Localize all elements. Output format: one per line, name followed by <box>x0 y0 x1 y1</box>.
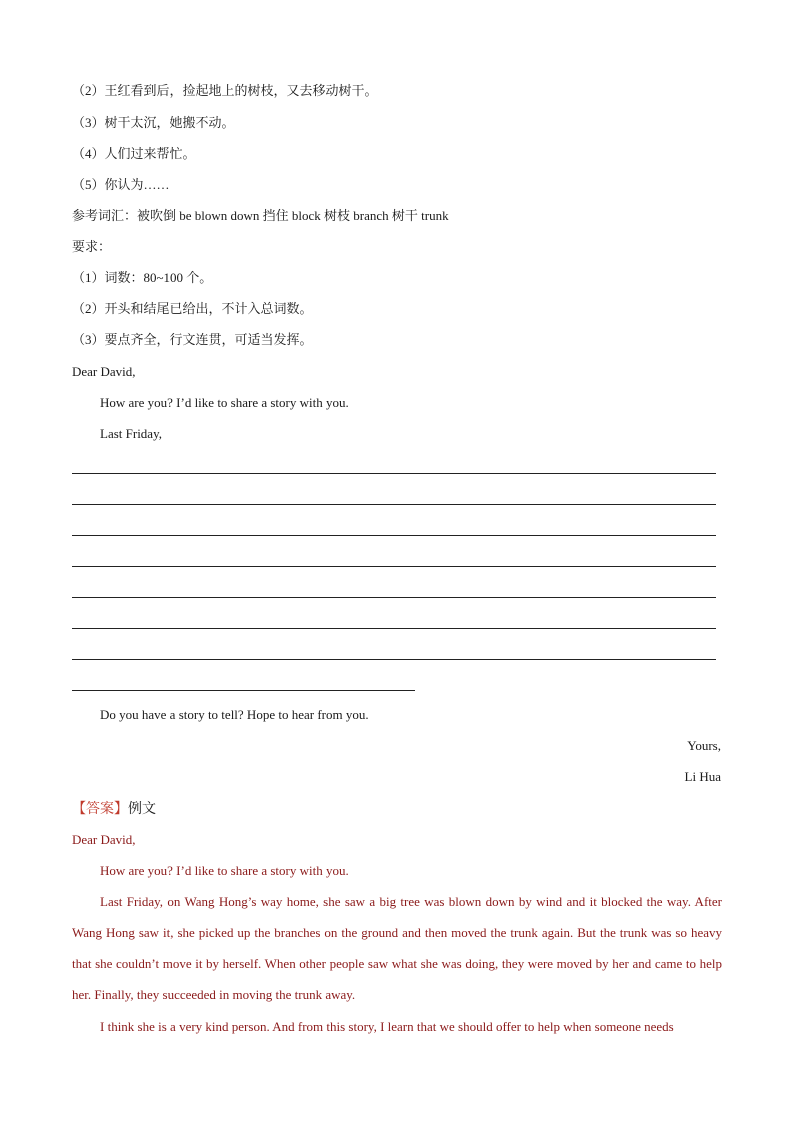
requirement-1: （1）词数：80~100 个。 <box>72 270 213 285</box>
requirement-2: （2）开头和结尾已给出，不计入总词数。 <box>72 301 313 316</box>
answer-tag: 【答案】 <box>72 802 128 817</box>
writing-line <box>72 473 716 474</box>
point-4: （4）人们过来帮忙。 <box>72 146 196 161</box>
letter-signoff: Yours, <box>687 738 721 753</box>
requirement-3: （3）要点齐全，行文连贯，可适当发挥。 <box>72 332 313 347</box>
answer-paragraph: Last Friday, on Wang Hong’s way home, she saw a big tree was blown down by wind and it blocked the way. After Wang Hong saw it, she picked up the branches on the ground and then moved the trunk again. But the trunk was so heavy that she couldn’t move it by herself. When other people saw what she was doing, they were moved by her and came to help her. Finally, they succeeded in moving the trunk away. <box>72 894 722 1002</box>
answer-salutation: Dear David, <box>72 832 136 847</box>
letter-closing: Do you have a story to tell? Hope to hear from you. <box>100 707 369 722</box>
writing-line <box>72 566 716 567</box>
writing-line <box>72 597 716 598</box>
letter-salutation: Dear David, <box>72 364 136 379</box>
answer-heading <box>72 800 156 819</box>
writing-line <box>72 690 415 691</box>
answer-opening: How are you? I’d like to share a story with you. <box>100 863 349 878</box>
letter-opening: How are you? I’d like to share a story with you. <box>100 395 349 410</box>
answer-label: 例文 <box>128 802 156 817</box>
point-3: （3）树干太沉，她搬不动。 <box>72 115 235 130</box>
letter-signature: Li Hua <box>684 769 721 784</box>
point-5: （5）你认为…… <box>72 177 170 192</box>
letter-start: Last Friday, <box>100 426 162 441</box>
requirements-title: 要求： <box>72 239 112 254</box>
writing-line <box>72 535 716 536</box>
writing-line <box>72 659 716 660</box>
writing-line <box>72 628 716 629</box>
point-2: （2）王红看到后，捡起地上的树枝，又去移动树干。 <box>72 83 378 98</box>
writing-line <box>72 504 716 505</box>
vocab-hint: 参考词汇：被吹倒 be blown down 挡住 block 树枝 branch 树干 trunk <box>72 208 449 223</box>
answer-paragraph-2: I think she is a very kind person. And from this story, I learn that we should offer to help when someone needs <box>100 1019 674 1034</box>
